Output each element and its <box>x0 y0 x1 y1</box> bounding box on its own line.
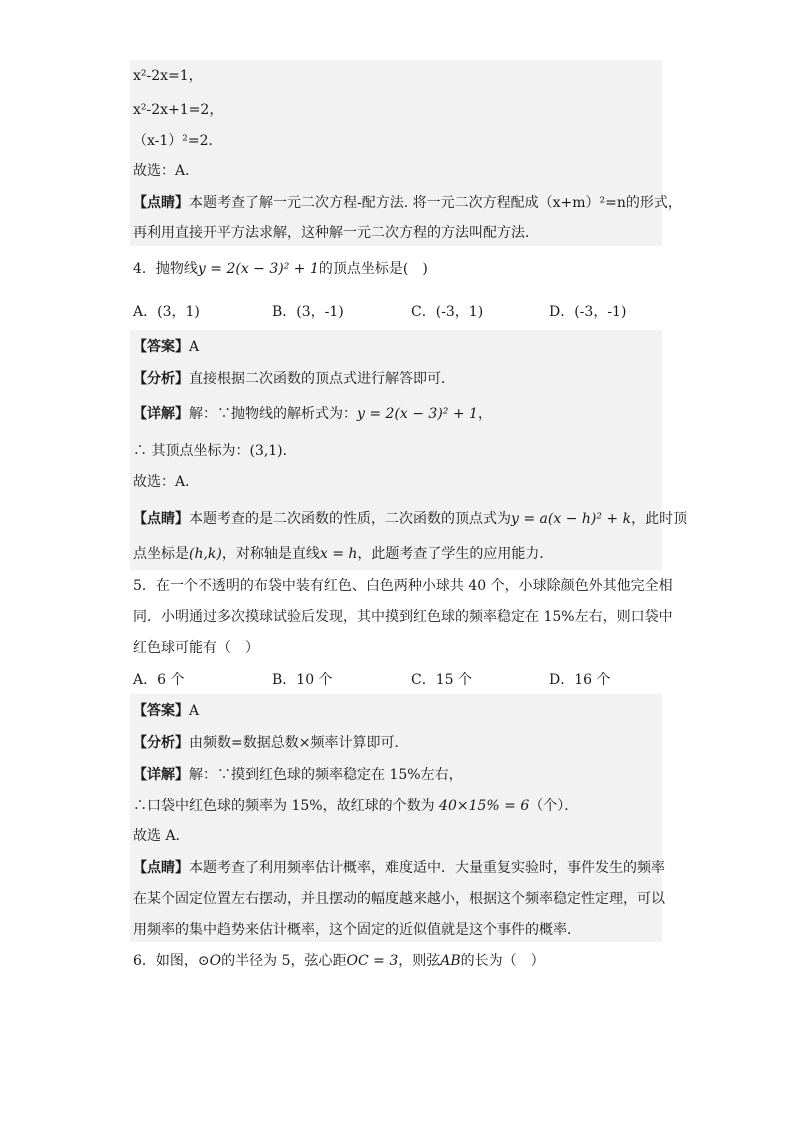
q4-answer: 【答案】A <box>133 339 200 355</box>
q6-stem: 6．如图，⊙O的半径为 5，弦心距OC = 3，则弦AB的长为（ ） <box>133 953 545 969</box>
q4-detail: 【详解】解：∵抛物线的解析式为：y = 2(x − 3)² + 1， <box>133 406 492 422</box>
q5-option-c: C．15 个 <box>411 672 472 688</box>
q5-dianjing-1: 【点睛】本题考查了利用频率估计概率，难度适中．大量重复实验时，事件发生的频率 <box>133 860 665 876</box>
q5-analysis: 【分析】由频数=数据总数×频率计算即可． <box>133 735 409 751</box>
equation-line-2: x²-2x+1=2， <box>133 102 224 118</box>
equation-line-1: x²-2x=1， <box>133 68 203 84</box>
q4-vertex: ∴ 其顶点坐标为：(3,1)． <box>133 443 297 459</box>
q5-answer: 【答案】A <box>133 703 200 719</box>
q5-stem-1: 5．在一个不透明的布袋中装有红色、白色两种小球共 40 个，小球除颜色外其他完全相 <box>133 578 673 594</box>
q4-dianjing-2: 点坐标是(h,k)，对称轴是直线x = h，此题考查了学生的应用能力． <box>133 546 554 562</box>
q5-option-a: A．6 个 <box>133 672 185 688</box>
q4-choose: 故选：A． <box>133 474 200 490</box>
choose-line: 故选：A． <box>133 163 200 179</box>
q5-stem-3: 红色球可能有（ ） <box>133 640 259 656</box>
q5-stem-2: 同．小明通过多次摸球试验后发现，其中摸到红色球的频率稳定在 15%左右，则口袋中 <box>133 609 673 625</box>
q4-options <box>133 302 663 322</box>
solution-shade-top <box>130 60 662 246</box>
q4-stem: 4．抛物线y = 2(x − 3)² + 1的顶点坐标是( ) <box>133 261 428 277</box>
q4-option-b: B．(3，-1) <box>272 304 344 320</box>
q5-dianjing-2: 在某个固定位置左右摆动，并且摆动的幅度越来越小，根据这个频率稳定性定理，可以 <box>133 891 665 907</box>
dianjing-line-2: 再利用直接开平方法求解，这种解一元二次方程的方法叫配方法． <box>133 225 539 241</box>
q5-dianjing-3: 用频率的集中趋势来估计概率，这个固定的近似值就是这个事件的概率． <box>133 922 581 938</box>
q5-detail-2: ∴口袋中红色球的频率为 15%，故红球的个数为 40×15% = 6（个）． <box>133 798 579 814</box>
q5-option-d: D．16 个 <box>549 672 611 688</box>
q4-option-d: D．(-3，-1) <box>549 304 627 320</box>
q4-dianjing-1: 【点睛】本题考查的是二次函数的性质，二次函数的顶点式为y = a(x − h)² + k，此时顶 <box>133 511 688 527</box>
q5-detail: 【详解】解：∵摸到红色球的频率稳定在 15%左右， <box>133 767 463 783</box>
equation-line-3: （x-1）²=2． <box>133 133 223 149</box>
q5-options <box>133 670 663 690</box>
q5-choose: 故选 A． <box>133 828 190 844</box>
q4-analysis: 【分析】直接根据二次函数的顶点式进行解答即可． <box>133 371 455 387</box>
q5-option-b: B．10 个 <box>272 672 333 688</box>
dianjing-line-1: 【点睛】本题考查了解一元二次方程-配方法. 将一元二次方程配成（x+m）²=n的形式， <box>133 195 682 211</box>
q4-option-a: A．(3，1) <box>133 304 200 320</box>
q4-option-c: C．(-3，1) <box>411 304 484 320</box>
